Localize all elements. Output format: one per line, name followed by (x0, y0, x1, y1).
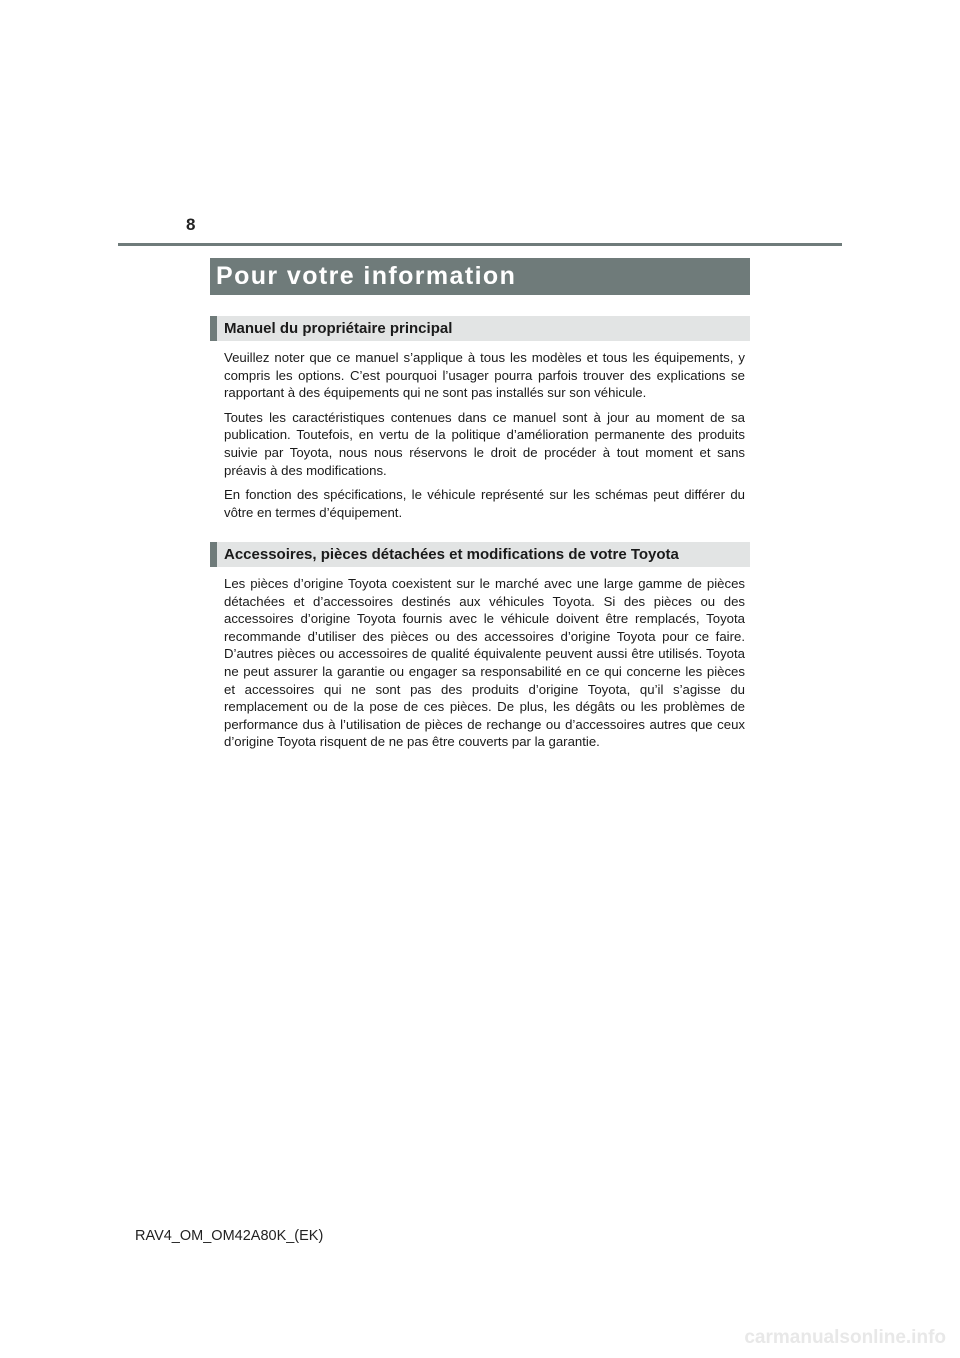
section-body (210, 341, 750, 521)
document-code: RAV4_OM_OM42A80K_(EK) (135, 1228, 324, 1244)
section-title: Manuel du propriétaire principal (224, 320, 453, 337)
section-owners-manual (210, 316, 750, 528)
paragraph: Toutes les caractéristiques contenues dans ce manuel sont à jour au moment de sa publication. Toutefois, en vertu de la politique d’amélioration permanente des produits suivie par Toyota, nous nous réservons le droit de procéder à tout moment et sans préavis à des modifications. (224, 409, 745, 478)
section-body (210, 567, 750, 751)
section-title: Accessoires, pièces détachées et modifications de votre Toyota (224, 546, 679, 563)
section-header (210, 542, 750, 567)
paragraph: Veuillez noter que ce manuel s’applique à tous les modèles et tous les équipements, y compris les options. C’est pourquoi l’usager pourra parfois trouver des explications se rapportant à des équipements qui ne sont pas installés sur son véhicule. (224, 350, 745, 401)
section-header (210, 316, 750, 341)
page-title-bar (210, 258, 750, 295)
section-accessories (210, 542, 750, 758)
watermark: carmanualsonline.info (744, 1327, 946, 1348)
paragraph: Les pièces d’origine Toyota coexistent sur le marché avec une large gamme de pièces détachées et d’accessoires destinés aux véhicules Toyota. Si des pièces ou des accessoires d’origine Toyota fournis avec le véhicule doivent être remplacés, Toyota recommande d’utiliser des pièces ou des accessoires d’origine Toyota pour ce faire. D’autres pièces ou accessoires de qualité équivalente peuvent aussi être utilisés. Toyota ne peut assurer la garantie ou engager sa responsabilité en ce qui concerne les pièces et accessoires qui ne sont pas des produits d’origine Toyota, qu’il s’agisse du remplacement ou de la pose de ces pièces. De plus, les dégâts ou les problèmes de performance dus à l’utilisation de pièces de rechange ou d’accessoires autres que ceux d’origine Toyota risquent de ne pas être couverts par la garantie. (224, 576, 745, 750)
page-number: 8 (186, 215, 196, 234)
paragraph: En fonction des spécifications, le véhicule représenté sur les schémas peut différer du vôtre en termes d’équipement. (224, 487, 745, 520)
page-title: Pour votre information (216, 262, 517, 290)
header-rule (118, 243, 842, 246)
